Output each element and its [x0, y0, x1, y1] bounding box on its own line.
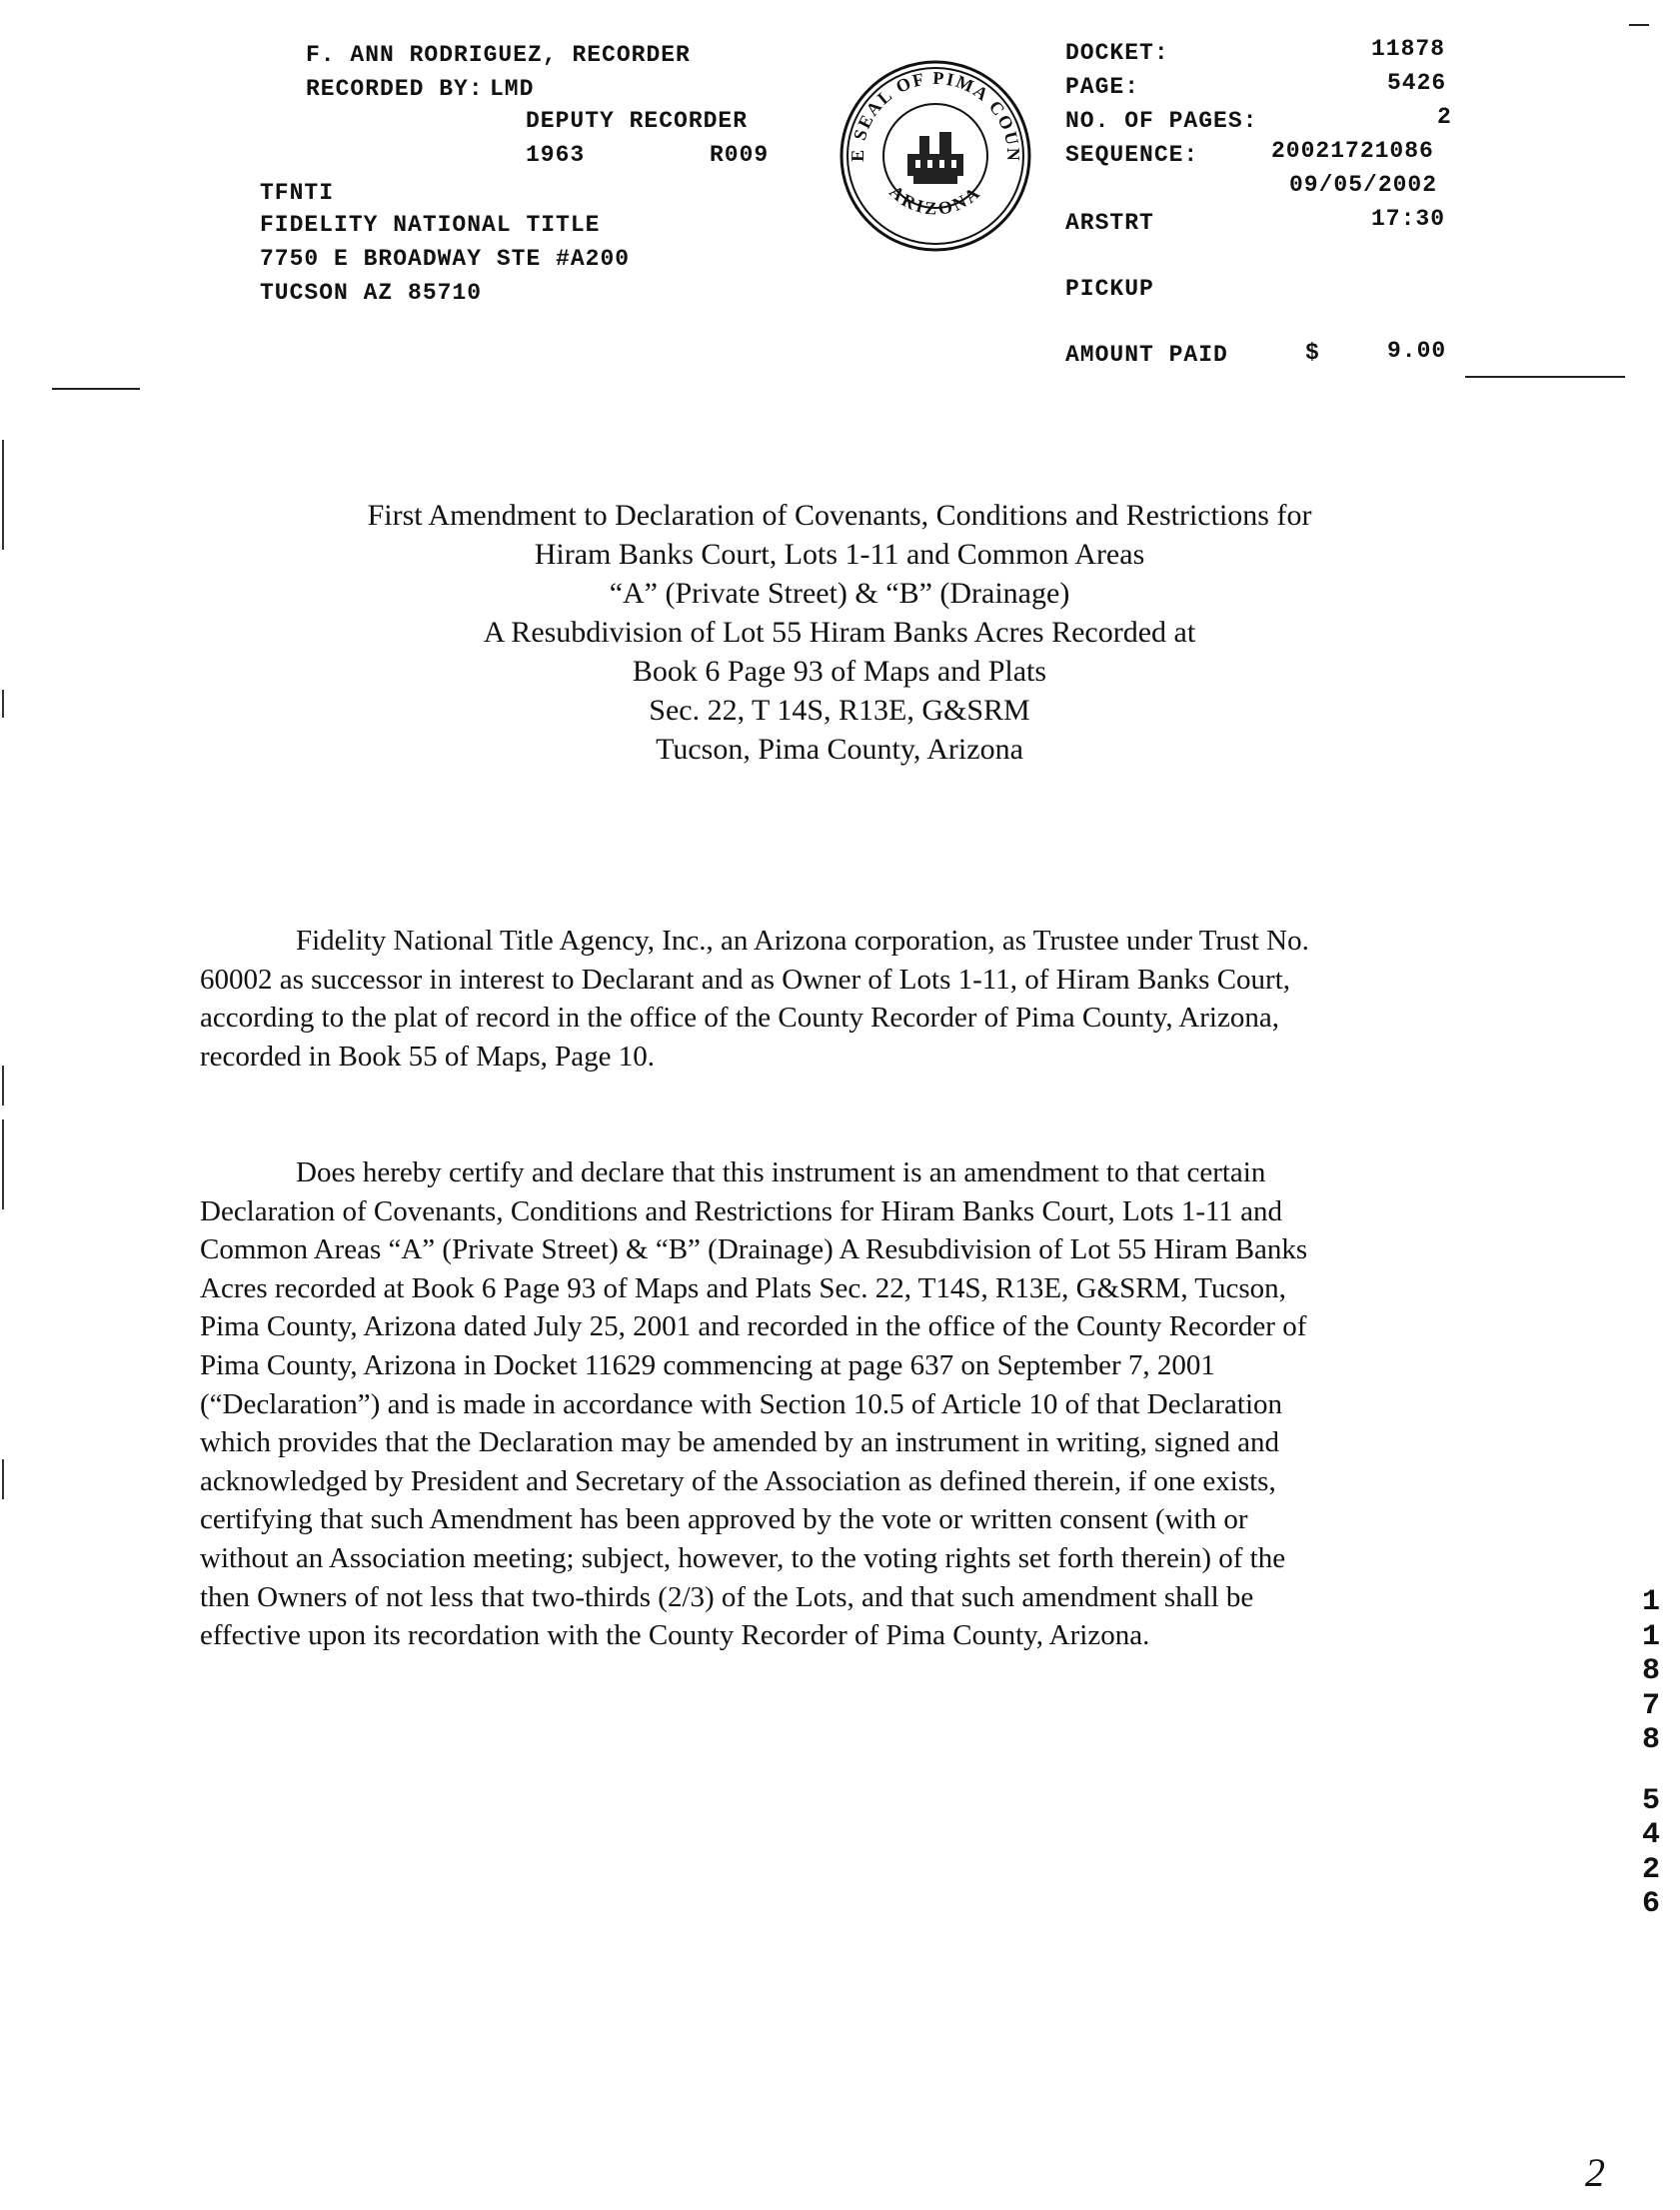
record-time: 17:30	[1371, 206, 1446, 232]
svg-text:ARIZONA: ARIZONA	[885, 181, 985, 219]
title-line: “A” (Private Street) & “B” (Drainage)	[609, 577, 1070, 610]
recorded-by-value: LMD	[490, 76, 535, 102]
preamble-paragraph	[200, 922, 1309, 1076]
stamp-digit: 1	[1641, 1585, 1660, 1619]
addressee-name: FIDELITY NATIONAL TITLE	[260, 212, 601, 238]
page-label: PAGE:	[1065, 74, 1140, 100]
pima-county-seal	[836, 56, 1035, 256]
certification-paragraph	[200, 1153, 1307, 1655]
paragraph-line: Declaration of Covenants, Conditions and Restrictions for Hiram Banks Court, Lots 1-11 and	[200, 1194, 1283, 1227]
amount-paid-value: 9.00	[1387, 338, 1447, 364]
paragraph-line: without an Association meeting; subject, however, to the voting rights set forth therein) of the	[200, 1541, 1286, 1574]
paragraph-line: recorded in Book 55 of Maps, Page 10.	[200, 1040, 656, 1073]
amount-paid-label: AMOUNT PAID	[1065, 342, 1228, 368]
sequence-label: SEQUENCE:	[1065, 142, 1199, 168]
title-line: Hiram Banks Court, Lots 1-11 and Common Areas	[534, 538, 1145, 571]
paragraph-line: which provides that the Declaration may be amended by an instrument in writing, signed and	[200, 1426, 1279, 1459]
title-line: Book 6 Page 93 of Maps and Plats	[632, 655, 1047, 688]
docket-label: DOCKET:	[1065, 40, 1169, 66]
title-line: First Amendment to Declaration of Covenants, Conditions and Restrictions for	[367, 499, 1312, 532]
paragraph-line: Does hereby certify and declare that this instrument is an amendment to that certain	[296, 1156, 1266, 1188]
margin-line	[2, 1066, 4, 1105]
paragraph-line: acknowledged by President and Secretary of the Association as defined therein, if one exists,	[200, 1464, 1276, 1497]
deputy-recorder: DEPUTY RECORDER	[526, 108, 749, 134]
title-line: Sec. 22, T 14S, R13E, G&SRM	[649, 694, 1030, 727]
docket-value: 11878	[1371, 36, 1446, 62]
paragraph-line: Acres recorded at Book 6 Page 93 of Maps and Plats Sec. 22, T14S, R13E, G&SRM, Tucson,	[200, 1271, 1286, 1304]
address-line-2: TUCSON AZ 85710	[260, 280, 483, 306]
paragraph-line: then Owners of not less that two-thirds (2/3) of the Lots, and that such amendment shall be	[200, 1580, 1254, 1613]
margin-line	[2, 690, 4, 718]
title-line: A Resubdivision of Lot 55 Hiram Banks Acres Recorded at	[483, 616, 1196, 649]
sequence-value: 20021721086	[1271, 138, 1434, 164]
docket-page-stamp	[1636, 1585, 1666, 1922]
paragraph-line: (“Declaration”) and is made in accordance with Section 10.5 of Article 10 of that Declaration	[200, 1387, 1283, 1420]
stamp-digit: 6	[1641, 1887, 1660, 1921]
margin-line	[2, 1119, 4, 1209]
svg-text:THE SEAL OF PIMA COUNTY: E SEAL OF PIMA COUN	[846, 67, 1024, 163]
recorder-name: F. ANN RODRIGUEZ, RECORDER	[306, 42, 691, 68]
paragraph-line: effective upon its recordation with the County Recorder of Pima County, Arizona.	[200, 1619, 1150, 1652]
pages-count-label: NO. OF PAGES:	[1065, 108, 1258, 134]
paragraph-line: Pima County, Arizona in Docket 11629 commencing at page 637 on September 7, 2001	[200, 1348, 1215, 1381]
document-title	[200, 496, 1479, 769]
pages-count-value: 2	[1437, 104, 1452, 130]
top-right-dash	[1629, 24, 1649, 26]
pickup-label: PICKUP	[1065, 276, 1154, 302]
stamp-digit: 8	[1641, 1723, 1660, 1757]
dollar-sign: $	[1305, 340, 1320, 366]
recorder-code-2: R009	[710, 142, 770, 168]
paragraph-line: according to the plat of record in the office of the County Recorder of Pima County, Arizona,	[200, 1002, 1279, 1035]
page-value: 5426	[1387, 70, 1447, 96]
paragraph-line: Pima County, Arizona dated July 25, 2001 and recorded in the office of the County Recorder of	[200, 1310, 1307, 1343]
header-rule	[1465, 376, 1625, 378]
margin-line	[2, 440, 4, 550]
stamp-digit: 7	[1641, 1688, 1660, 1723]
stamp-digit: 5	[1641, 1783, 1660, 1818]
paragraph-line: 60002 as successor in interest to Declarant and as Owner of Lots 1-11, of Hiram Banks Court,	[200, 963, 1290, 996]
stamp-digit: 2	[1641, 1852, 1660, 1887]
tfnti-code: TFNTI	[260, 180, 335, 206]
stamp-digit: 1	[1641, 1619, 1660, 1654]
arstrt-label: ARSTRT	[1065, 210, 1154, 236]
stamp-digit: 4	[1641, 1818, 1660, 1852]
paragraph-line: Common Areas “A” (Private Street) & “B” (Drainage) A Resubdivision of Lot 55 Hiram Banks	[200, 1233, 1308, 1266]
stamp-digit: 8	[1641, 1654, 1660, 1688]
page-number-mark: 2	[1585, 2150, 1605, 2195]
recorder-code-1: 1963	[526, 142, 586, 168]
paragraph-line: certifying that such Amendment has been approved by the vote or written consent (with or	[200, 1503, 1248, 1536]
margin-line	[2, 1459, 4, 1499]
record-date: 09/05/2002	[1289, 172, 1438, 198]
paragraph-line: Fidelity National Title Agency, Inc., an Arizona corporation, as Trustee under Trust No.	[296, 925, 1309, 957]
left-rule	[52, 388, 140, 390]
recorded-by-label: RECORDED BY:	[306, 76, 484, 102]
address-line-1: 7750 E BROADWAY STE #A200	[260, 246, 631, 272]
title-line: Tucson, Pima County, Arizona	[656, 733, 1023, 766]
